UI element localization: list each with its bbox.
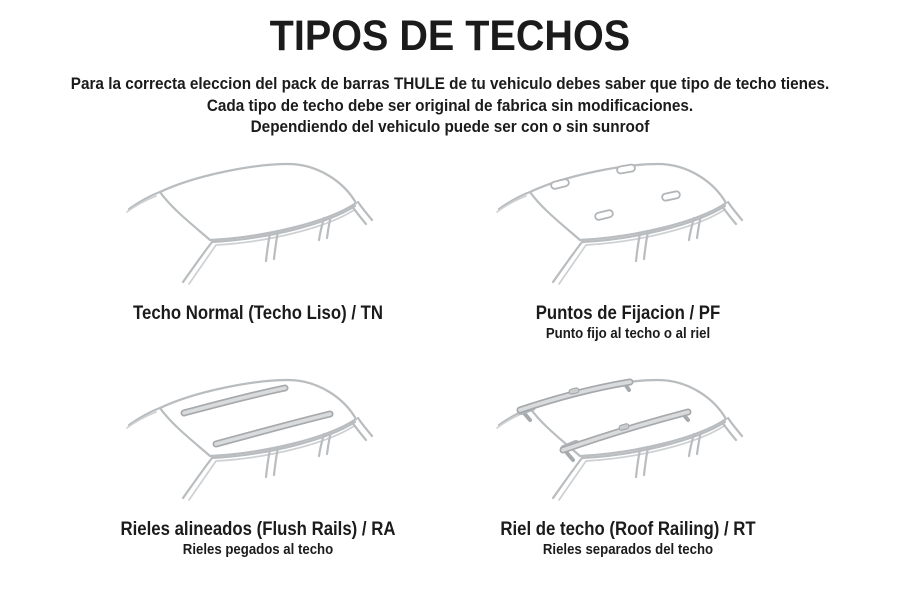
flush-rail [184, 388, 285, 413]
page-title: TIPOS DE TECHOS [269, 12, 631, 60]
card-riel-de-techo [428, 368, 828, 559]
normal-roof-illustration [98, 152, 418, 302]
roof-type-label: Puntos de Fijacion / PF [535, 302, 721, 324]
fixpoint-pad [550, 178, 569, 189]
card-rieles-alineados [58, 368, 458, 559]
roof-railing-illustration [468, 368, 788, 518]
card-puntos-de-fijacion [428, 152, 828, 343]
roof-type-sublabel: Punto fijo al techo o al riel [545, 325, 711, 342]
fixpoint-pad [661, 191, 680, 202]
fixpoint-pad [594, 209, 613, 220]
roof-type-sublabel: Rieles pegados al techo [182, 541, 334, 558]
roof-type-label: Rieles alineados (Flush Rails) / RA [120, 518, 396, 540]
intro-line-1: Para la correcta eleccion del pack de barras THULE de tu vehiculo debes saber que tipo de techo tienes. [70, 74, 830, 93]
intro-text [0, 73, 900, 138]
card-techo-normal [58, 152, 458, 325]
header [0, 0, 900, 60]
fixpoint-roof-illustration [468, 152, 788, 302]
intro-line-2: Cada tipo de techo debe ser original de fabrica sin modificaciones. [206, 95, 694, 115]
roof-type-sublabel: Rieles separados del techo [542, 541, 714, 558]
raised-rail [520, 382, 630, 420]
roof-type-label: Techo Normal (Techo Liso) / TN [132, 302, 384, 324]
intro-line-3: Dependiendo del vehiculo puede ser con o sin sunroof [250, 117, 650, 136]
flush-rails-roof-illustration [98, 368, 418, 518]
fixpoint-pad [617, 164, 636, 174]
roof-type-label: Riel de techo (Roof Railing) / RT [500, 518, 756, 540]
